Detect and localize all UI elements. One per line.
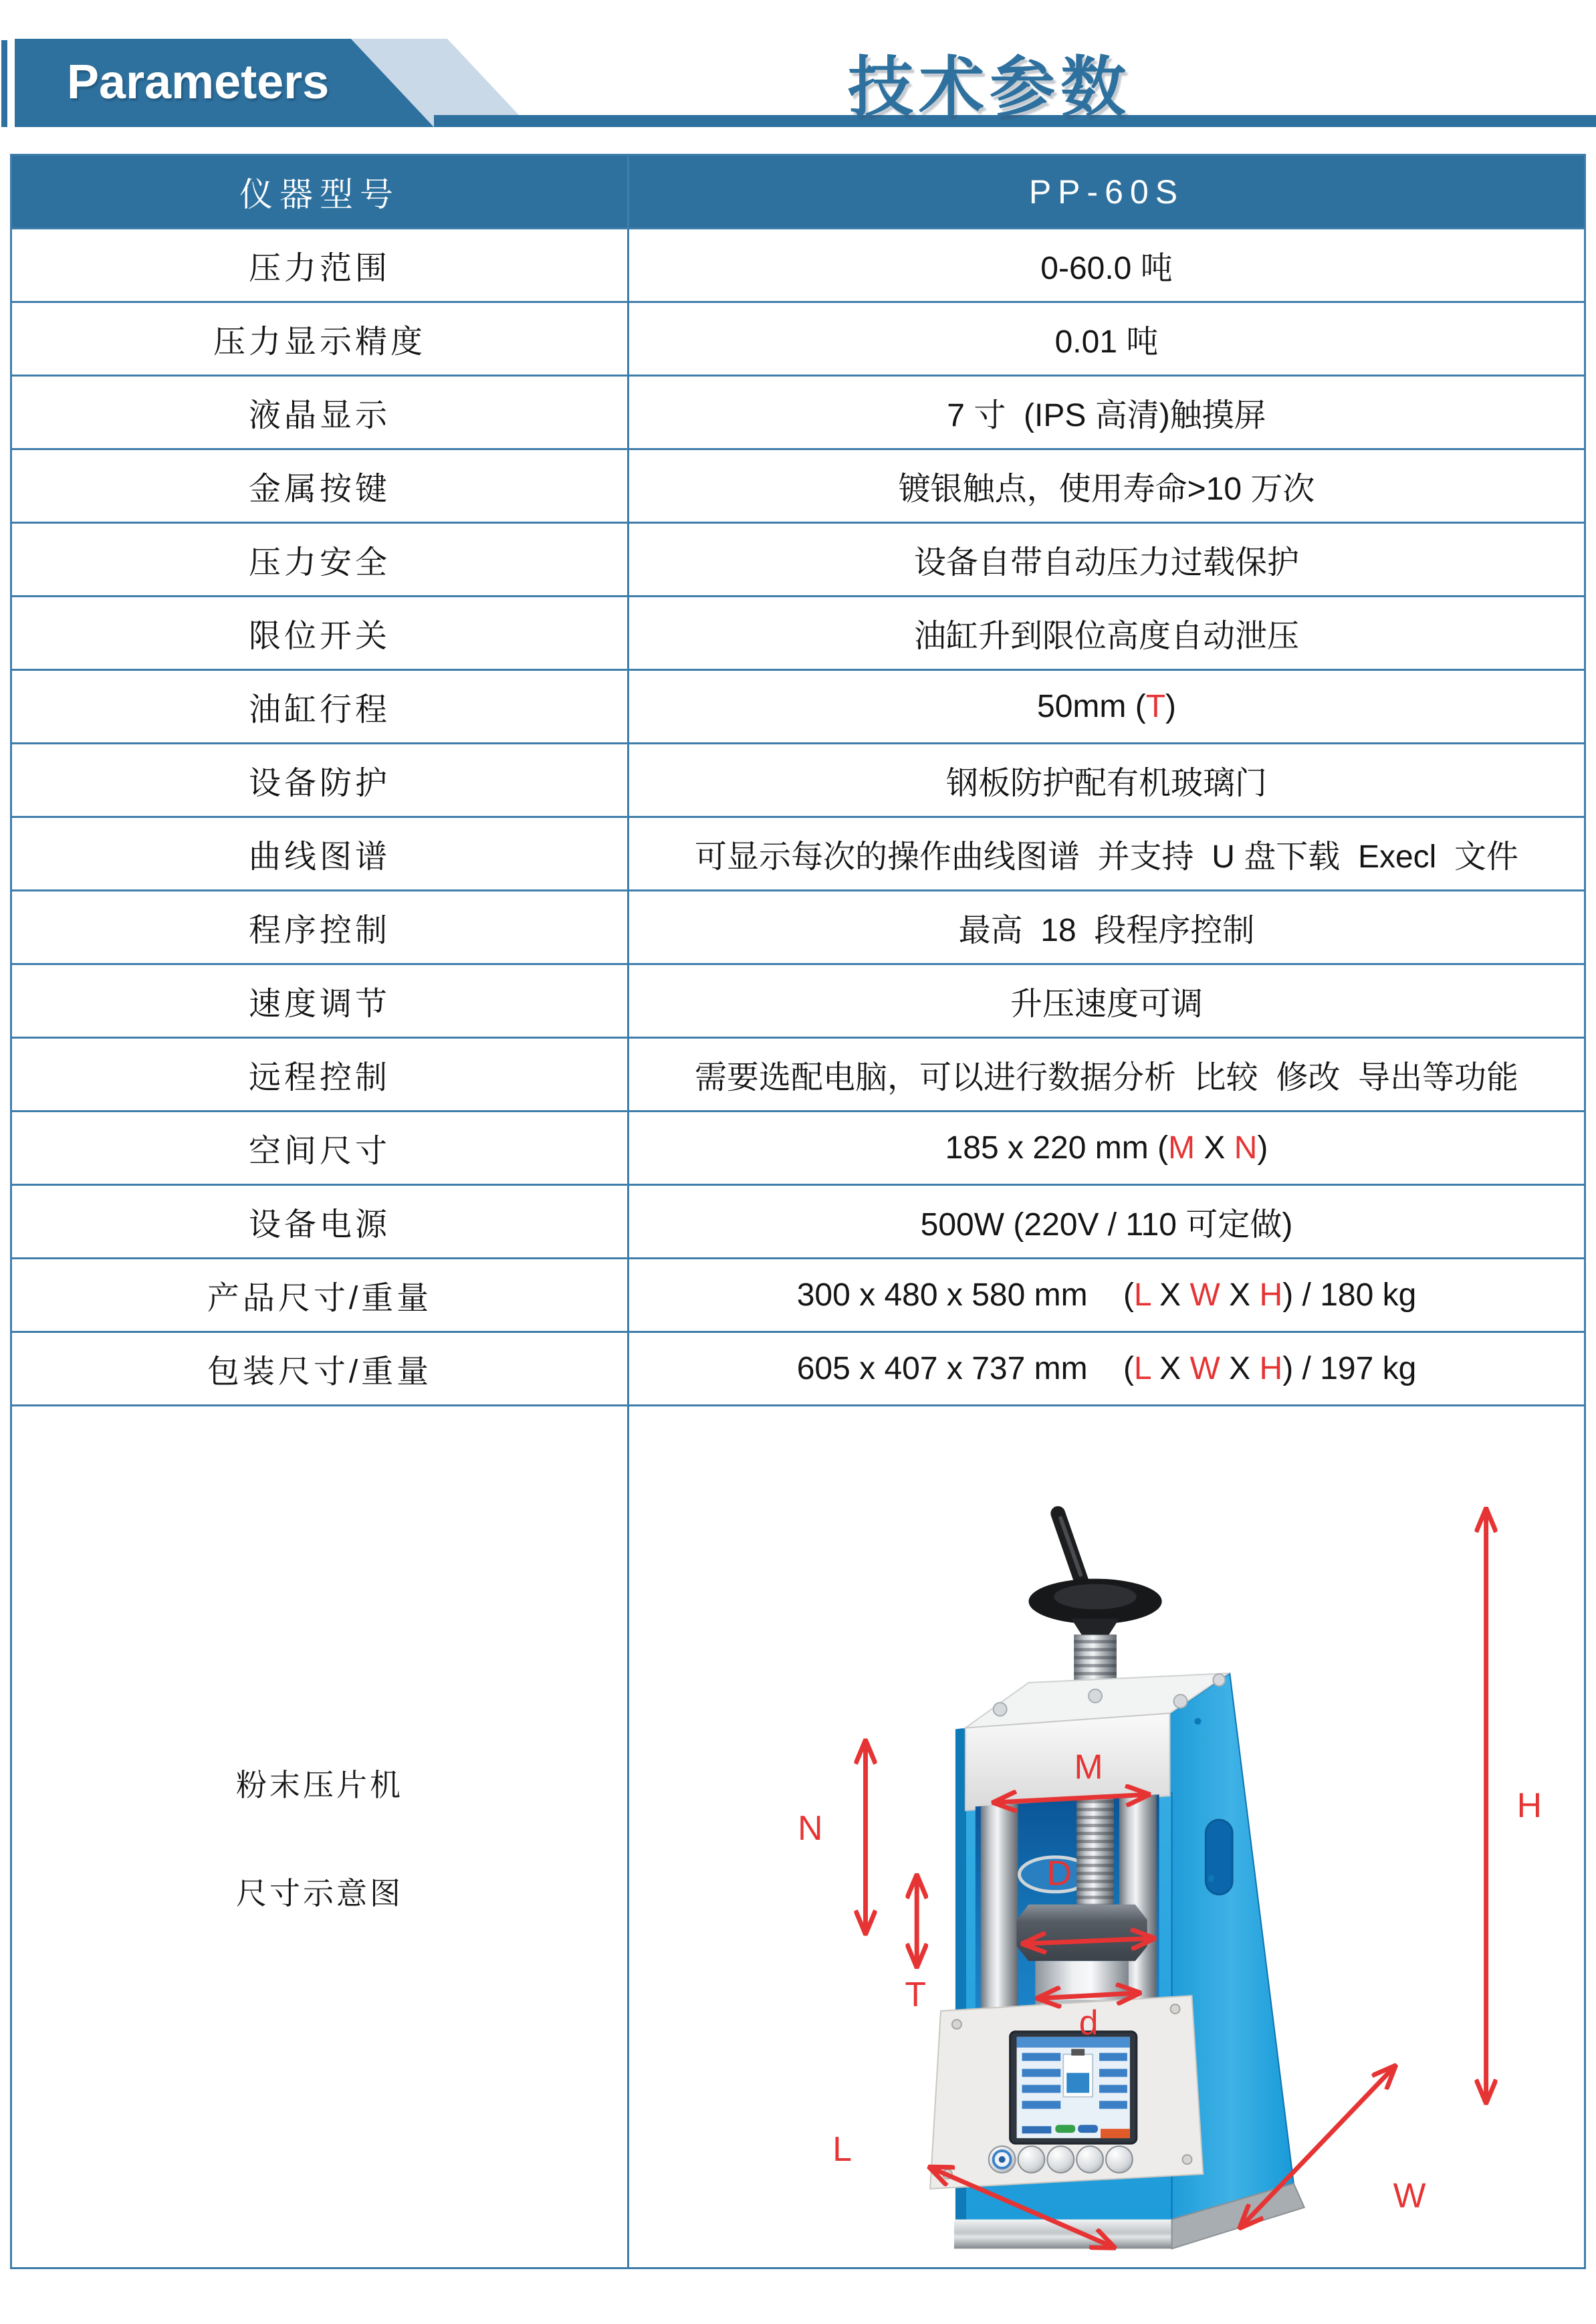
dimension-letter: H — [1259, 1277, 1283, 1313]
table-row — [11, 670, 1585, 744]
value-text: 油缸升到限位高度自动泄压 — [913, 619, 1299, 654]
table-row — [11, 1112, 1585, 1185]
value-text: ) — [1165, 689, 1176, 724]
table-row — [11, 523, 1585, 597]
parameter-value-cell — [629, 744, 1585, 817]
banner-left-strip — [1, 40, 7, 127]
table-row — [11, 1259, 1585, 1332]
metal-button[interactable] — [1076, 2146, 1103, 2173]
dimension-letter: N — [1234, 1130, 1258, 1166]
parameter-name-cell: 油缸行程 — [11, 670, 629, 744]
control-panel — [930, 1996, 1203, 2189]
spec-table — [10, 154, 1586, 2269]
metal-button[interactable] — [1106, 2146, 1133, 2173]
value-text: ) / 197 kg — [1282, 1351, 1417, 1386]
parameter-value-cell — [629, 229, 1585, 302]
parameter-name-cell: 包装尺寸/重量 — [11, 1332, 629, 1406]
table-header-row — [11, 155, 1585, 229]
parameter-value-cell — [629, 964, 1585, 1038]
value-text: X — [1220, 1277, 1260, 1313]
diagram-image-cell — [629, 1406, 1585, 2268]
value-text: 7 寸 (IPS 高清)触摸屏 — [947, 398, 1266, 433]
parameter-value-cell — [629, 1332, 1585, 1406]
value-text: 钢板防护配有机玻璃门 — [945, 766, 1267, 801]
dimension-letter: W — [1189, 1277, 1220, 1313]
value-text: 0-60.0 吨 — [1040, 251, 1173, 286]
diagram-label-cell — [11, 1406, 629, 2268]
parameter-name-cell: 程序控制 — [11, 891, 629, 964]
side-handle-cutout — [1206, 1820, 1232, 1895]
parameter-name-cell: 曲线图谱 — [11, 817, 629, 891]
table-row — [11, 449, 1585, 523]
dimension-letter: T — [1145, 689, 1166, 724]
table-row — [11, 376, 1585, 449]
parameter-name-cell: 压力安全 — [11, 523, 629, 597]
parameter-value-cell — [629, 891, 1585, 964]
parameter-value-cell — [629, 1038, 1585, 1112]
metal-button[interactable] — [1047, 2146, 1074, 2173]
header-label-cell: 仪器型号 — [11, 155, 629, 229]
parameter-value-cell — [629, 376, 1585, 449]
page-banner — [0, 0, 1596, 154]
value-text: 最高 18 段程序控制 — [958, 913, 1255, 948]
diagram-label-line2: 尺寸示意图 — [236, 1875, 403, 1911]
parameter-name-cell: 压力显示精度 — [11, 302, 629, 376]
parameter-name-cell: 产品尺寸/重量 — [11, 1259, 629, 1332]
value-text: 可显示每次的操作曲线图谱 并支持 U 盘下载 Execl 文件 — [694, 839, 1519, 875]
parameter-value-cell — [629, 302, 1585, 376]
value-text: 50mm ( — [1037, 689, 1146, 724]
table-row — [11, 597, 1585, 670]
value-text: ) — [1257, 1130, 1268, 1166]
value-text: 605 x 407 x 737 mm ( — [796, 1351, 1134, 1386]
dimension-letter: M — [1168, 1130, 1195, 1166]
dimension-letter: L — [1133, 1277, 1151, 1313]
dim-label-d: d — [1078, 2002, 1099, 2042]
table-row — [11, 1332, 1585, 1406]
dim-label-H: H — [1516, 1786, 1543, 1825]
table-row — [11, 1038, 1585, 1112]
diagram-label-line1: 粉末压片机 — [236, 1767, 403, 1802]
parameter-name-cell: 空间尺寸 — [11, 1112, 629, 1185]
value-text: ) / 180 kg — [1282, 1277, 1417, 1313]
table-row — [11, 964, 1585, 1038]
touchscreen[interactable] — [1010, 2032, 1137, 2143]
banner-english-label: Parameters — [67, 56, 330, 109]
parameter-value-cell — [629, 1185, 1585, 1259]
table-row — [11, 229, 1585, 302]
dim-label-L: L — [832, 2129, 852, 2168]
parameter-name-cell: 远程控制 — [11, 1038, 629, 1112]
page-title: 技术参数 — [848, 50, 1132, 124]
value-text: 500W (220V / 110 可定做) — [920, 1207, 1293, 1243]
value-text: X — [1150, 1277, 1190, 1313]
crank-handle — [1028, 1513, 1161, 1639]
diagram-row — [11, 1406, 1585, 2268]
panel-buttons[interactable] — [989, 2146, 1133, 2173]
press-machine-body — [930, 1673, 1304, 2248]
parameter-name-cell: 限位开关 — [11, 597, 629, 670]
value-text: X — [1195, 1130, 1234, 1166]
dim-label-M: M — [1074, 1747, 1103, 1786]
dim-label-N: N — [798, 1808, 823, 1847]
left-column — [981, 1801, 1018, 2031]
value-text: X — [1220, 1351, 1260, 1386]
value-text: 0.01 吨 — [1054, 324, 1159, 360]
parameter-value-cell — [629, 523, 1585, 597]
parameter-value-cell — [629, 817, 1585, 891]
parameter-value-cell — [629, 1112, 1585, 1185]
table-row — [11, 817, 1585, 891]
parameter-name-cell: 液晶显示 — [11, 376, 629, 449]
parameter-value-cell — [629, 670, 1585, 744]
table-row — [11, 1185, 1585, 1259]
value-text: X — [1150, 1351, 1190, 1386]
dim-label-W: W — [1393, 2176, 1426, 2215]
parameter-name-cell: 压力范围 — [11, 229, 629, 302]
pellet-press-diagram — [629, 1406, 1584, 2267]
dim-label-T: T — [905, 1974, 927, 2014]
dimension-letter: W — [1189, 1351, 1220, 1386]
value-text: 需要选配电脑，可以进行数据分析 比较 修改 导出等功能 — [694, 1060, 1519, 1095]
dimension-letter: H — [1259, 1351, 1283, 1386]
table-row — [11, 744, 1585, 817]
screw-rod-lower — [1070, 1794, 1121, 1922]
parameter-name-cell: 设备防护 — [11, 744, 629, 817]
parameter-name-cell: 设备电源 — [11, 1185, 629, 1259]
header-value-cell: PP-60S — [629, 155, 1585, 229]
value-text: 185 x 220 mm ( — [945, 1130, 1169, 1166]
metal-button[interactable] — [1018, 2146, 1045, 2173]
dim-label-D: D — [1046, 1853, 1072, 1893]
value-text: 升压速度可调 — [1010, 986, 1203, 1022]
table-row — [11, 891, 1585, 964]
parameter-value-cell — [629, 1259, 1585, 1332]
press-plate — [1017, 1905, 1147, 1962]
dimension-letter: L — [1133, 1351, 1151, 1386]
parameter-value-cell — [629, 597, 1585, 670]
parameter-value-cell — [629, 449, 1585, 523]
table-row — [11, 302, 1585, 376]
value-text: 设备自带自动压力过载保护 — [913, 545, 1299, 580]
value-text: 300 x 480 x 580 mm ( — [796, 1277, 1134, 1313]
parameter-name-cell: 金属按键 — [11, 449, 629, 523]
parameter-name-cell: 速度调节 — [11, 964, 629, 1038]
value-text: 镀银触点，使用寿命>10 万次 — [898, 471, 1315, 507]
